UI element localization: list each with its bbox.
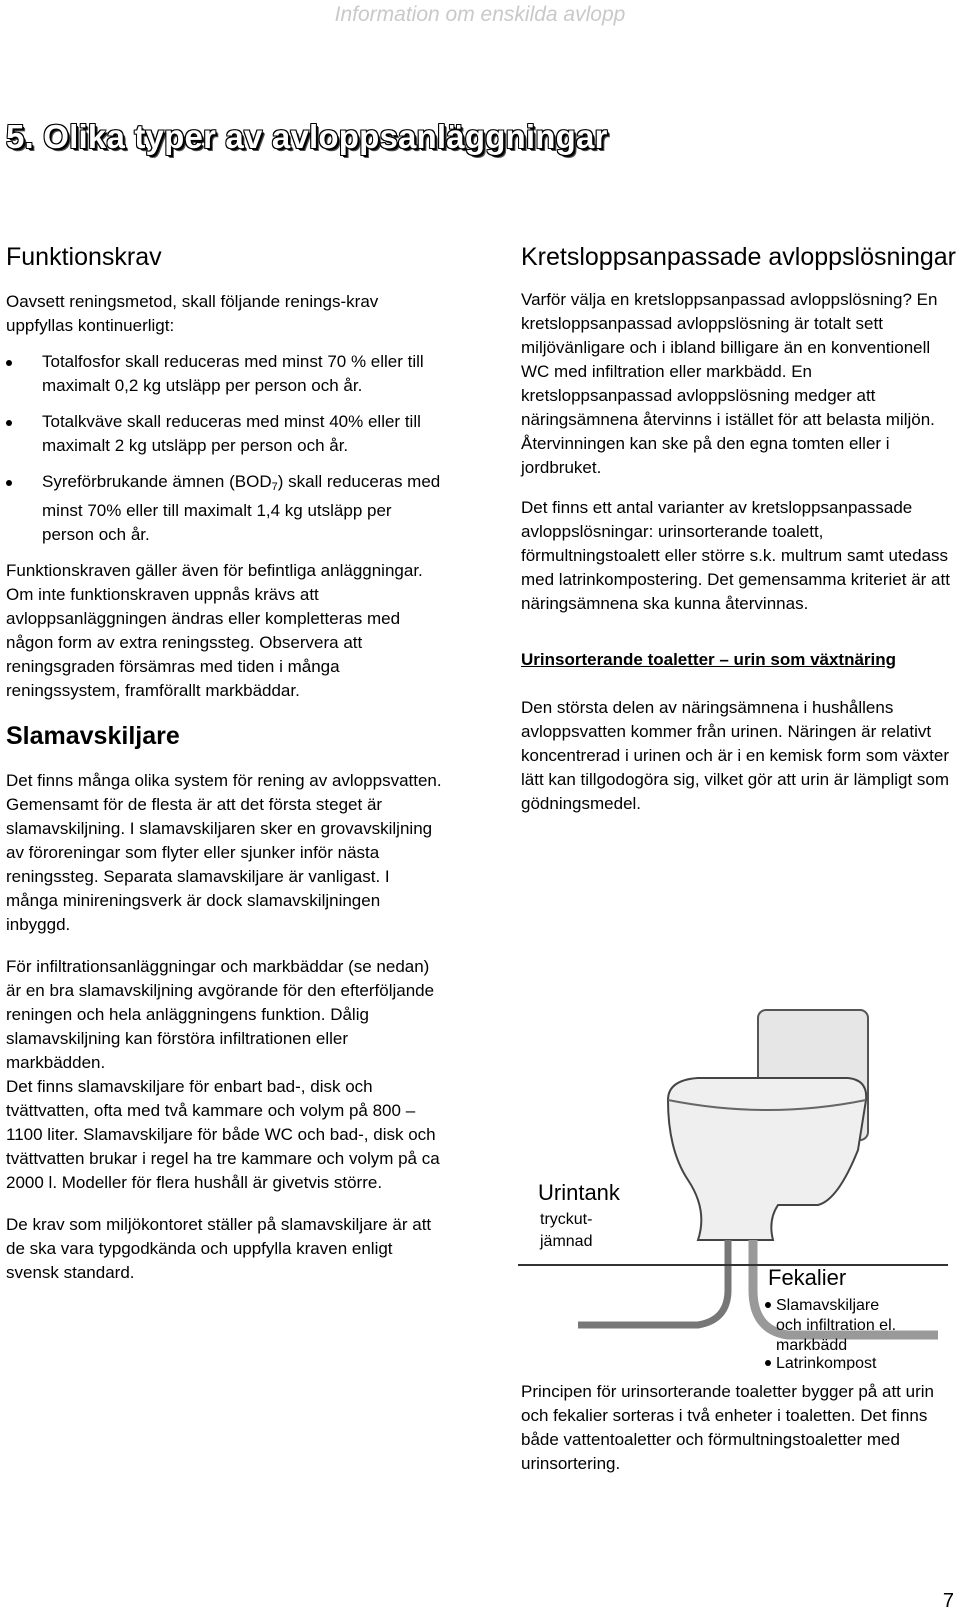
right-column: [521, 240, 960, 816]
left-column: [6, 240, 446, 1285]
toilet-diagram: [518, 990, 948, 1370]
toilet-bowl: [668, 1078, 866, 1240]
figure-caption: Principen för urinsorterande toaletter bygger på att urin och fekalier sorteras i två enheter i toaletten. Det finns både vattentoaletter och förmultningstoaletter med urinsortering.: [521, 1382, 934, 1473]
chapter-title: 5. Olika typer av avloppsanläggningar: [6, 118, 608, 155]
bod-subscript: 7: [271, 481, 278, 493]
kretslopp-heading: Kretsloppsanpassade avloppslösningar: [521, 243, 957, 271]
urine-paragraph: Den största delen av näringsämnena i hushållens avloppsvatten kommer från urinen. Näringen är relativt koncentrerad i urinen och är i en kemisk form som växter lätt kan tillgodogöra sig, vilket gör att urin är lämpligt som gödningsmedel.: [521, 698, 950, 813]
slam-paragraph-1: Det finns många olika system för rening av avloppsvatten. Gemensamt för de flesta är att det första steget är slamavskiljning. I slamavskiljaren sker en grovavskiljning av föroreningar som flyter eller sjunker inför nästa reningssteg. Separata slamavskiljare är vanligast. I många minireningsverk är dock slamavskiljningen inbyggd.: [6, 771, 442, 934]
fekalier-label: Fekalier: [768, 1265, 847, 1290]
slam-paragraph-4: De krav som miljökontoret ställer på slamavskiljare är att de ska vara typgodkända och uppfylla kraven enligt svensk standard.: [6, 1215, 432, 1282]
page-number: 7: [942, 1590, 954, 1612]
bod-text-pre: Syreförbrukande ämnen (BOD: [42, 472, 272, 491]
urine-pipe: [578, 1240, 728, 1325]
bod-text-post: ) skall reduceras med minst 70% eller till maximalt 1,4 kg utsläpp per person och år.: [42, 472, 441, 544]
requirements-intro: Oavsett reningsmetod, skall följande renings-krav uppfyllas kontinuerligt:: [6, 292, 379, 335]
kretslopp-paragraph-1: Varför välja en kretsloppsanpassad avloppslösning? En kretsloppsanpassad avloppslösning är totalt sett miljövänligare och i ibland billigare än en konventionell WC med infiltration eller markbädd. En kretsloppsanpassad avloppslösning medger att näringsämnena återvinns i istället för att belasta miljön. Återvinningen kan ske på den egna tomten eller i jordbruket.: [521, 290, 938, 477]
fek-item-1b: och infiltration el.: [776, 1317, 897, 1334]
urine-subheading: Urinsorterande toaletter – urin som växtnäring: [521, 650, 897, 669]
kretslopp-paragraph-2: Det finns ett antal varianter av kretsloppsanpassade avloppslösningar: urinsorterande toalett, förmultningstoalett eller större s.k. multrum samt utedass med latrinkompostering. Det gemensamma kriteriet är att näringsämnena ska kunna återvinnas.: [521, 498, 950, 613]
requirements-list: [6, 350, 446, 547]
fek-item-1c: markbädd: [776, 1337, 848, 1354]
running-header: Information om enskilda avlopp: [334, 3, 626, 26]
urintank-sub2: jämnad: [540, 1233, 593, 1250]
requirement-nitrogen: Totalkväve skall reduceras med minst 40% eller till maximalt 2 kg utsläpp per person och år.: [6, 410, 446, 458]
requirement-phosphorus: Totalfosfor skall reduceras med minst 70 % eller till maximalt 0,2 kg utsläpp per person och år.: [6, 350, 446, 398]
slam-paragraph-3: Det finns slamavskiljare för enbart bad-, disk och tvättvatten, ofta med två kammare och volym på 800 –1100 liter. Slamavskiljare för både WC och bad-, disk och tvättvatten brukar i regel ha tre kammare och volym på ca 2000 l. Modeller för flera hushåll är givetvis större.: [6, 1077, 440, 1192]
bullet-dot: [765, 1302, 771, 1308]
fek-item-2: Latrinkompost: [776, 1355, 877, 1370]
slam-paragraph-2: För infiltrationsanläggningar och markbäddar (se nedan) är en bra slamavskiljning avgörande för den efterföljande reningen och hela anläggningens funktion. Dålig slamavskiljning kan förstöra infiltrationen eller markbädden.: [6, 957, 435, 1072]
requirement-bod: [6, 470, 446, 547]
existing-facilities-paragraph: Funktionskraven gäller även för befintliga anläggningar. Om inte funktionskraven uppnås krävs att avloppsanläggningen ändras eller kompletteras med någon form av extra reningssteg. Observera att reningsgraden försämras med tiden i många reningssystem, framförallt markbäddar.: [6, 561, 423, 700]
urintank-label: Urintank: [538, 1180, 620, 1205]
slamavskiljare-heading: Slamavskiljare: [6, 722, 180, 750]
fek-item-1: Slamavskiljare: [776, 1297, 880, 1314]
urintank-sub1: tryckut-: [540, 1211, 593, 1228]
funktionskrav-heading: Funktionskrav: [6, 243, 162, 271]
bullet-dot: [765, 1360, 771, 1366]
